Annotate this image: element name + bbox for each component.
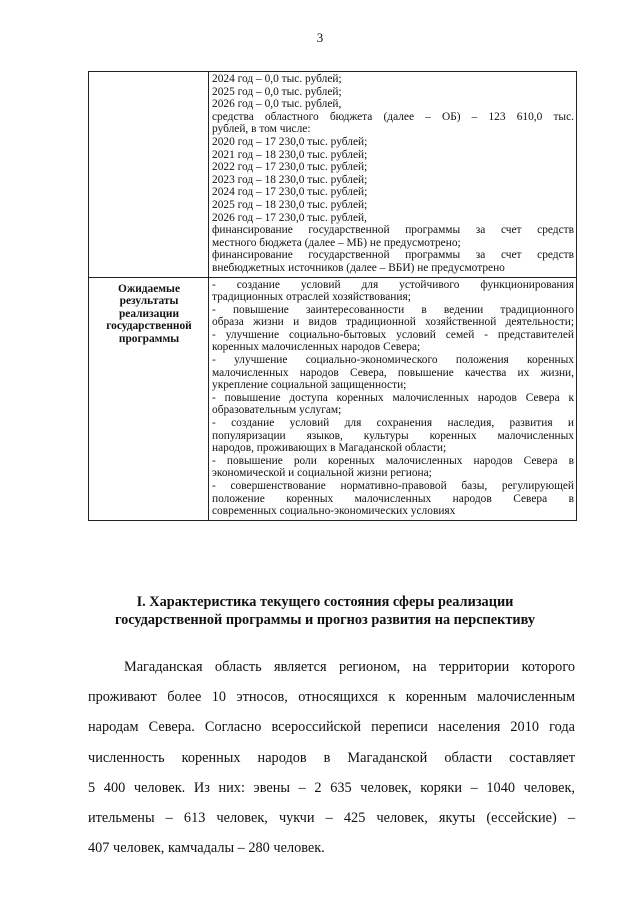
result-line: современных социально-экономических условиях	[212, 505, 456, 518]
table-row-financing	[89, 72, 577, 278]
financing-line: 2022 год – 17 230,0 тыс. рублей;	[212, 161, 368, 174]
body-line: народам Севера. Согласно всероссийской переписи населения 2010 года	[88, 719, 575, 736]
financing-line: 2023 год – 18 230,0 тыс. рублей;	[212, 173, 368, 186]
label-line: результаты	[119, 295, 179, 308]
expected-results-label-cell	[89, 277, 209, 520]
result-line: экономической и социальной жизни региона;	[212, 467, 432, 480]
financing-line: рублей, в том числе:	[212, 123, 311, 136]
financing-line: 2026 год – 0,0 тыс. рублей,	[212, 98, 342, 111]
table-row-expected-results	[89, 277, 577, 520]
financing-line: местного бюджета (далее – МБ) не предусмотрено;	[212, 236, 461, 249]
financing-line: 2021 год – 18 230,0 тыс. рублей;	[212, 148, 368, 161]
label-line: государственной	[106, 320, 192, 333]
section-title-line: I. Характеристика текущего состояния сферы реализации	[136, 594, 514, 610]
body-line: проживают более 10 этносов, относящихся к коренным малочисленным	[88, 689, 575, 706]
result-line: малочисленных народов Севера, повышение качества их жизни,	[212, 366, 574, 379]
financing-line: финансирование государственной программы за счет средств	[212, 249, 574, 262]
financing-line: 2026 год – 17 230,0 тыс. рублей,	[212, 211, 367, 224]
result-line: традиционных отраслей хозяйствования;	[212, 291, 411, 304]
financing-label-cell	[89, 72, 209, 278]
body-line: Магаданская область является регионом, на территории которого	[124, 659, 575, 675]
financing-line: финансирование государственной программы за счет средств	[212, 224, 574, 237]
financing-line: 2025 год – 0,0 тыс. рублей;	[212, 85, 342, 98]
page-number: 3	[316, 30, 324, 45]
result-line: - совершенствование нормативно-правовой базы, регулирующей	[212, 480, 574, 492]
program-passport-table	[88, 71, 577, 521]
body-line: ительмены – 613 человек, чукчи – 425 человек, якуты (ессейские) –	[88, 810, 575, 827]
label-line: реализации	[118, 307, 180, 320]
result-line: популяризации языков, культуры коренных малочисленных	[212, 429, 574, 442]
financing-line: внебюджетных источников (далее – ВБИ) не предусмотрено	[212, 261, 505, 274]
financing-line: 2025 год – 18 230,0 тыс. рублей;	[212, 198, 368, 211]
result-line: - создание условий для устойчивого функционирования	[212, 278, 574, 291]
financing-details-cell	[209, 72, 577, 278]
financing-line: средства областного бюджета (далее – ОБ) – 123 610,0 тыс.	[212, 110, 574, 123]
result-line: - улучшение социально-экономического положения коренных	[212, 354, 574, 367]
result-line: - повышение заинтересованности в ведении традиционного	[212, 303, 574, 316]
result-line: - создание условий для сохранения наследия, развития и	[212, 417, 574, 430]
result-line: - повышение доступа коренных малочисленных народов Севера к	[212, 391, 574, 404]
result-line: укрепление социальной защищенности;	[212, 379, 407, 392]
result-line: - повышение роли коренных малочисленных народов Севера в	[212, 454, 574, 467]
result-line: образа жизни и видов традиционной хозяйственной деятельности;	[212, 316, 574, 329]
financing-line: 2020 год – 17 230,0 тыс. рублей;	[212, 135, 368, 148]
body-paragraph	[88, 652, 575, 863]
body-line: численность коренных народов в Магаданской области составляет	[88, 749, 575, 766]
body-line: 407 человек, камчадалы – 280 человек.	[88, 840, 325, 857]
label-line: Ожидаемые	[117, 282, 181, 295]
section-title-line: государственной программы и прогноз развития на перспективу	[114, 612, 536, 628]
financing-line: 2024 год – 17 230,0 тыс. рублей;	[212, 186, 368, 199]
result-line: народов, проживающих в Магаданской области;	[212, 442, 447, 455]
body-line: 5 400 человек. Из них: эвены – 2 635 человек, коряки – 1040 человек,	[88, 779, 575, 796]
label-line: программы	[118, 332, 180, 345]
financing-line: 2024 год – 0,0 тыс. рублей;	[212, 73, 342, 85]
result-line: - улучшение социально-бытовых условий семей - представителей	[212, 328, 574, 341]
result-line: положение коренных малочисленных народов Севера в	[212, 492, 574, 505]
result-line: коренных малочисленных народов Севера;	[212, 341, 421, 354]
result-line: образовательным услугам;	[212, 404, 342, 417]
expected-results-cell	[209, 277, 577, 520]
section-title	[70, 593, 580, 629]
